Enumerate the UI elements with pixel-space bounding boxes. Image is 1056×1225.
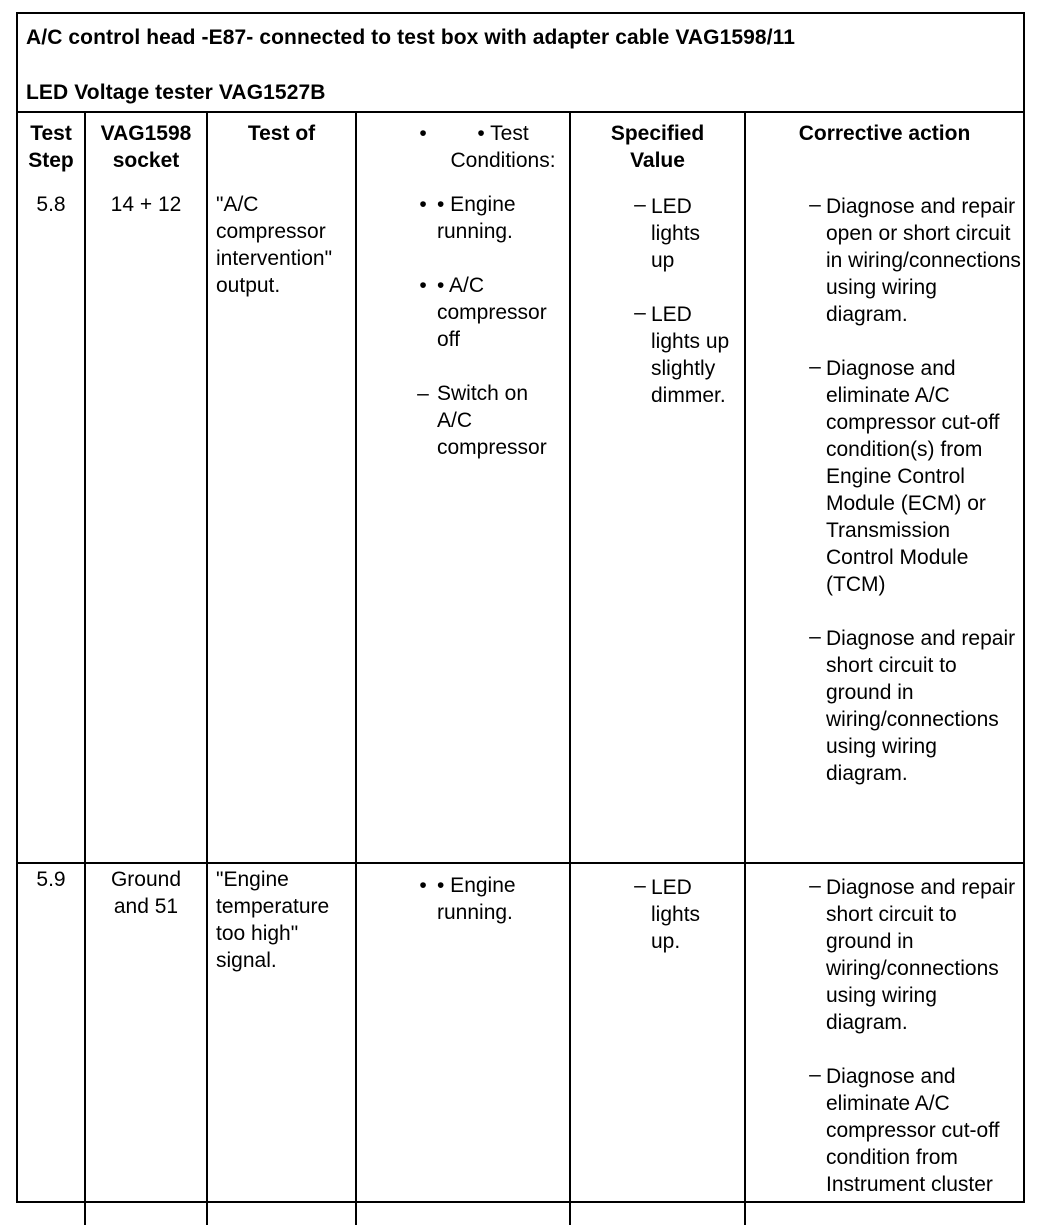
specified-value-cell <box>570 189 745 863</box>
dash-icon: – <box>634 301 646 324</box>
test-grid <box>18 113 1023 1225</box>
specified-text: LED lights up <box>651 195 701 272</box>
header-test-step-label: Test Step <box>28 122 74 172</box>
action-text: Diagnose and eliminate A/C compressor cut-off condition(s) from Engine Control Module (ECM) or Transmission Control Module (TCM) <box>826 357 1000 596</box>
condition-item <box>357 380 569 461</box>
corrective-action-cell <box>745 863 1023 1225</box>
specified-text: LED lights up slightly dimmer. <box>651 303 730 407</box>
dash-icon: – <box>634 874 646 897</box>
action-item <box>746 625 1023 787</box>
bullet-icon: • <box>419 274 427 297</box>
test-of-cell: "Engine temperature too high" signal. <box>207 863 356 1225</box>
action-text: Diagnose and eliminate A/C compressor cut-off condition from Instrument cluster <box>826 1065 1000 1196</box>
dash-icon: – <box>417 382 429 405</box>
header-action-label: Corrective action <box>798 122 971 145</box>
specified-value-cell <box>570 863 745 1225</box>
specified-item <box>571 193 744 274</box>
socket-cell <box>85 863 207 1225</box>
header-socket <box>85 113 207 189</box>
dash-icon: – <box>809 1063 821 1086</box>
corrective-action-cell <box>745 189 1023 863</box>
bullet-icon: • <box>419 874 427 897</box>
action-text: Diagnose and repair open or short circuit in wiring/connections using wiring diagram. <box>826 195 1021 326</box>
action-item <box>746 1063 1023 1198</box>
condition-item <box>357 272 569 353</box>
action-text: Diagnose and repair short circuit to ground in wiring/connections using wiring diagram. <box>826 627 1016 785</box>
dash-icon: – <box>809 355 821 378</box>
specified-item <box>571 301 744 409</box>
header-row <box>18 113 1023 189</box>
conditions-cell <box>356 189 570 863</box>
action-item <box>746 874 1023 1036</box>
caption-setup: A/C control head -E87- connected to test box with adapter cable VAG1598/11 <box>26 26 796 49</box>
bullet-icon: • <box>419 193 427 216</box>
action-text: Diagnose and repair short circuit to ground in wiring/connections using wiring diagram. <box>826 876 1016 1034</box>
socket-cell: 14 + 12 <box>85 189 207 863</box>
header-test-of <box>207 113 356 189</box>
header-corrective-action <box>745 113 1023 189</box>
specified-item <box>571 874 744 955</box>
condition-item <box>357 191 569 245</box>
header-specified-label: Specified Value <box>610 122 705 172</box>
condition-text: • Engine running. <box>437 193 516 243</box>
table-caption <box>18 14 1023 113</box>
dash-icon: – <box>809 874 821 897</box>
specified-text: LED lights up. <box>651 876 701 953</box>
step-cell: 5.8 <box>18 189 85 863</box>
socket-text: Ground and 51 <box>110 868 182 918</box>
dash-icon: – <box>809 625 821 648</box>
action-item <box>746 193 1023 328</box>
condition-item <box>357 872 569 926</box>
condition-text: • Engine running. <box>437 874 516 924</box>
table-row <box>18 189 1023 863</box>
action-item <box>746 355 1023 598</box>
step-cell: 5.9 <box>18 863 85 1225</box>
conditions-cell <box>356 863 570 1225</box>
header-specified-value <box>570 113 745 189</box>
test-of-cell: "A/C compressor intervention" output. <box>207 189 356 863</box>
header-socket-label: VAG1598 socket <box>100 122 192 172</box>
dash-icon: – <box>634 193 646 216</box>
header-conditions-label: • Test Conditions: <box>450 122 556 172</box>
header-conditions <box>356 113 570 189</box>
condition-text: • A/C compressor off <box>437 274 547 351</box>
caption-tester: LED Voltage tester VAG1527B <box>26 81 326 104</box>
condition-text: Switch on A/C compressor <box>437 382 547 459</box>
test-procedure-table <box>16 12 1025 1203</box>
table-row <box>18 863 1023 1225</box>
header-test-step <box>18 113 85 189</box>
bullet-icon: • <box>419 122 427 145</box>
header-test-of-label: Test of <box>247 122 316 145</box>
dash-icon: – <box>809 193 821 216</box>
